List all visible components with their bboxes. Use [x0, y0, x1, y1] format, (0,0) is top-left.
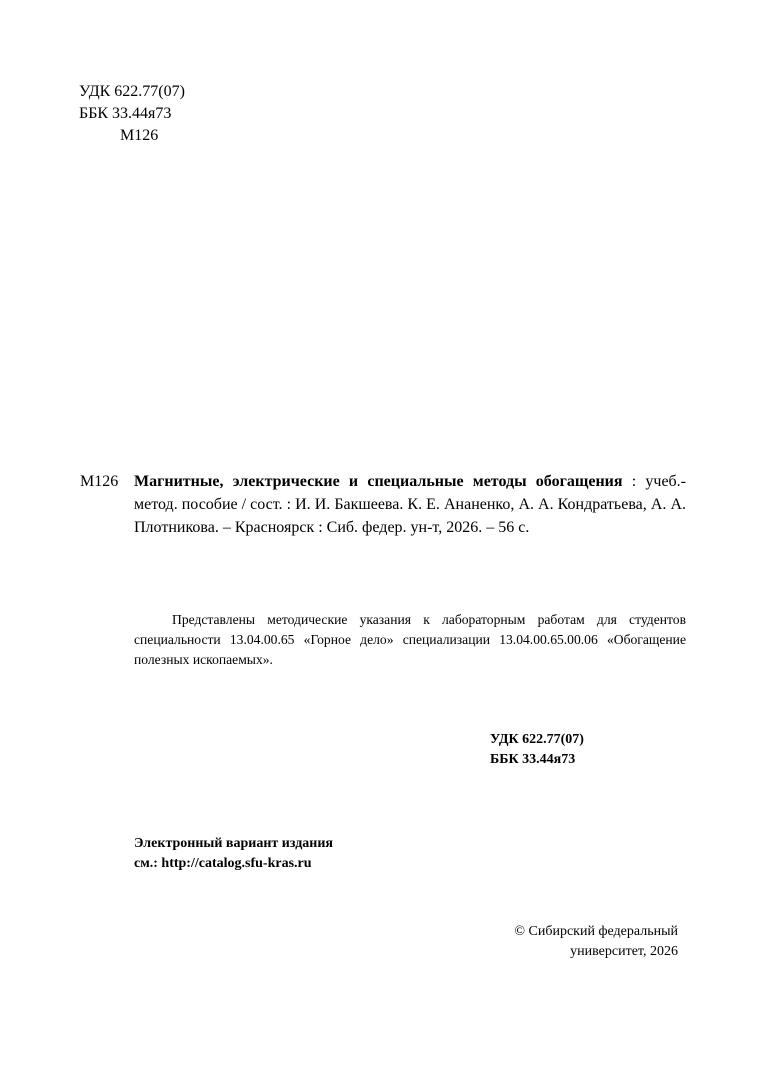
book-title: Магнитные, электрические и специальные методы обогащения — [134, 473, 623, 490]
udk-code: УДК 622.77(07) — [79, 83, 185, 100]
catalog-mark: М126 — [80, 473, 119, 490]
annotation-text: Представлены методические указания к лабораторным работам для студентов специальности 13.04.00.65 «Горное дело» специализации 13.04.00.65.00.06 «Обогащение полезных ископаемых». — [134, 612, 686, 667]
copyright-line-1: © Сибирский федеральный — [514, 924, 678, 939]
bibliographic-entry — [134, 470, 686, 539]
classification-codes-bottom — [490, 730, 584, 770]
catalog-url: см.: http://catalog.sfu-kras.ru — [134, 856, 312, 871]
annotation-paragraph — [134, 610, 686, 670]
copyright-line-2: университет, 2026 — [570, 944, 678, 959]
electronic-version-note — [134, 834, 333, 874]
bbk-code-bottom: ББК 33.44я73 — [490, 752, 576, 767]
electronic-version-label: Электронный вариант издания — [134, 836, 333, 851]
bbk-code: ББК 33.44я73 — [79, 105, 172, 122]
udk-code-bottom: УДК 622.77(07) — [490, 732, 584, 747]
copyright-notice — [450, 922, 678, 962]
classification-codes-top — [79, 81, 185, 147]
author-mark: М126 — [120, 127, 159, 144]
bibliographic-details: : учеб.-метод. пособие / сост. : И. И. Бакшеева. К. Е. Ананенко, А. А. Кондратьева, А. А. Плотникова. – Красноярск : Сиб. федер. ун-т, 2026. – 56 с. — [134, 473, 687, 536]
